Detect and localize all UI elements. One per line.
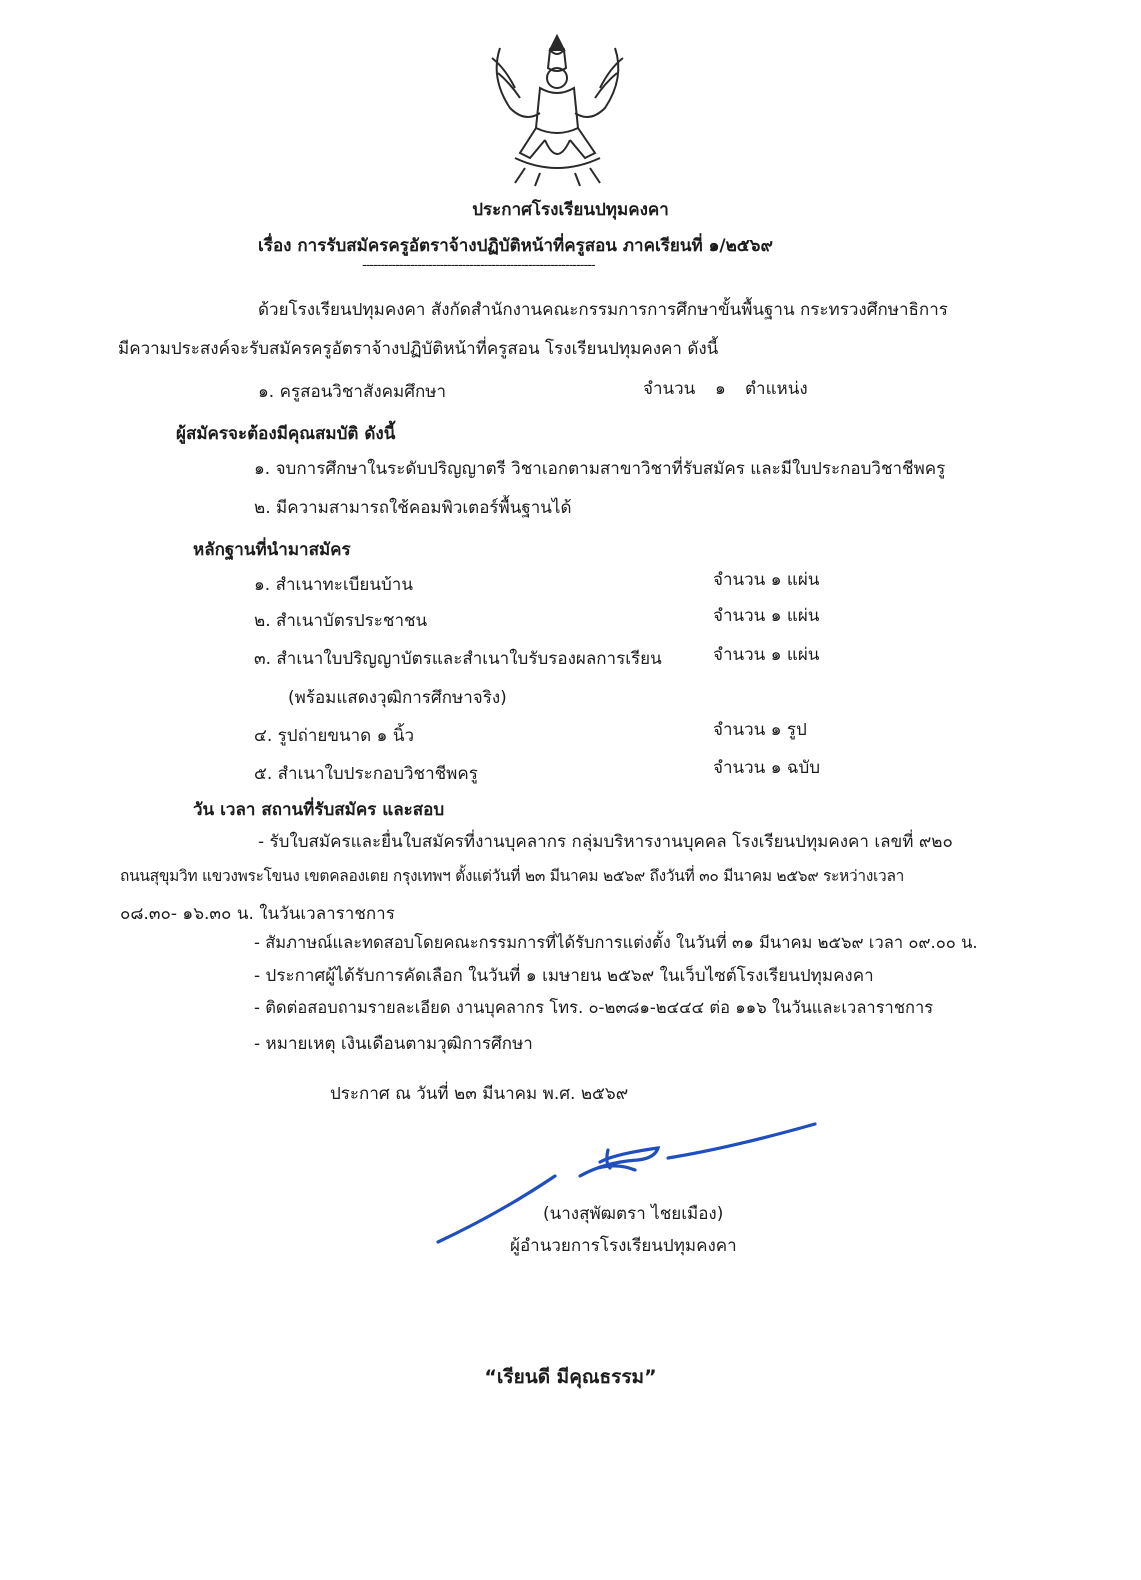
qualification-item: ๑. จบการศึกษาในระดับปริญญาตรี วิชาเอกตามสาขาวิชาที่รับสมัคร และมีใบประกอบวิชาชีพครู — [254, 459, 946, 479]
document-item-qty: จำนวน ๑ รูป — [713, 720, 807, 740]
signer-title: ผู้อำนวยการโรงเรียนปทุมคงคา — [510, 1236, 737, 1256]
schedule-line: - หมายเหตุ เงินเดือนตามวุฒิการศึกษา — [254, 1034, 533, 1054]
school-motto: “เรียนดี มีคุณธรรม” — [484, 1366, 657, 1388]
page-title: ประกาศโรงเรียนปทุมคงคา — [472, 200, 669, 220]
schedule-line: - ประกาศผู้ได้รับการคัดเลือก ในวันที่ ๑ เมษายน ๒๕๖๙ ในเว็บไซต์โรงเรียนปทุมคงคา — [254, 966, 874, 986]
document-item-qty: จำนวน ๑ แผ่น — [713, 645, 820, 665]
intro-line-2: มีความประสงค์จะรับสมัครครูอัตราจ้างปฏิบัติหน้าที่ครูสอน โรงเรียนปทุมคงคา ดังนี้ — [118, 339, 719, 359]
announce-date: ประกาศ ณ วันที่ ๒๓ มีนาคม พ.ศ. ๒๕๖๙ — [330, 1084, 629, 1104]
schedule-line: - ติดต่อสอบถามรายละเอียด งานบุคลากร โทร. ๐-๒๓๘๑-๒๔๔๔ ต่อ ๑๑๖ ในวันและเวลาราชการ — [254, 998, 934, 1017]
document-item-label: ๔. รูปถ่ายขนาด ๑ นิ้ว — [254, 726, 414, 746]
schedule-line: - รับใบสมัครและยื่นใบสมัครที่งานบุคลากร กลุ่มบริหารงานบุคคล โรงเรียนปทุมคงคา เลขที่ ๙๒๐ — [258, 832, 953, 852]
qualifications-heading: ผู้สมัครจะต้องมีคุณสมบัติ ดังนี้ — [176, 424, 396, 444]
subject-line: เรื่อง การรับสมัครครูอัตราจ้างปฏิบัติหน้าที่ครูสอน ภาคเรียนที่ ๑/๒๕๖๙ — [258, 236, 773, 256]
signer-name: (นางสุพัฒตรา ไชยเมือง) — [543, 1204, 724, 1224]
document-item-qty: จำนวน ๑ แผ่น — [713, 570, 820, 590]
schedule-heading: วัน เวลา สถานที่รับสมัคร และสอบ — [193, 800, 445, 820]
document-item-qty: จำนวน ๑ แผ่น — [713, 606, 820, 626]
schedule-line: ถนนสุขุมวิท แขวงพระโขนง เขตคลองเตย กรุงเทพฯ ตั้งแต่วันที่ ๒๓ มีนาคม ๒๕๖๙ ถึงวันที่ ๓๐ มีนาคม ๒๕๖๙ ระหว่างเวลา — [120, 867, 905, 885]
document-item-label: ๑. สำเนาทะเบียนบ้าน — [254, 575, 413, 595]
position-count-label: จำนวน — [643, 379, 696, 399]
intro-line-1: ด้วยโรงเรียนปทุมคงคา สังกัดสำนักงานคณะกรรมการการศึกษาขั้นพื้นฐาน กระทรวงศึกษาธิการ — [258, 300, 948, 320]
document-item-label: ๓. สำเนาใบปริญญาบัตรและสำเนาใบรับรองผลการเรียน — [254, 649, 662, 669]
document-item-label: ๕. สำเนาใบประกอบวิชาชีพครู — [254, 764, 478, 784]
schedule-line: - สัมภาษณ์และทดสอบโดยคณะกรรมการที่ได้รับการแต่งตั้ง ในวันที่ ๓๑ มีนาคม ๒๕๖๙ เวลา ๐๙.๐๐ น. — [254, 933, 978, 952]
schedule-line: ๐๘.๓๐- ๑๖.๓๐ น. ในวันเวลาราชการ — [120, 904, 395, 924]
position-count: ๑ — [715, 379, 726, 399]
document-item-label: ๒. สำเนาบัตรประชาชน — [254, 611, 428, 631]
qualification-item: ๒. มีความสามารถใช้คอมพิวเตอร์พื้นฐานได้ — [254, 498, 572, 518]
documents-heading: หลักฐานที่นำมาสมัคร — [193, 540, 351, 560]
garuda-emblem-icon — [470, 28, 645, 188]
position-label: ๑. ครูสอนวิชาสังคมศึกษา — [258, 382, 447, 402]
document-item-qty: จำนวน ๑ ฉบับ — [713, 758, 821, 778]
header-divider: --------------------------------------------------------------- — [362, 258, 595, 273]
position-unit: ตำแหน่ง — [745, 379, 808, 399]
document-item-note: (พร้อมแสดงวุฒิการศึกษาจริง) — [288, 688, 507, 708]
